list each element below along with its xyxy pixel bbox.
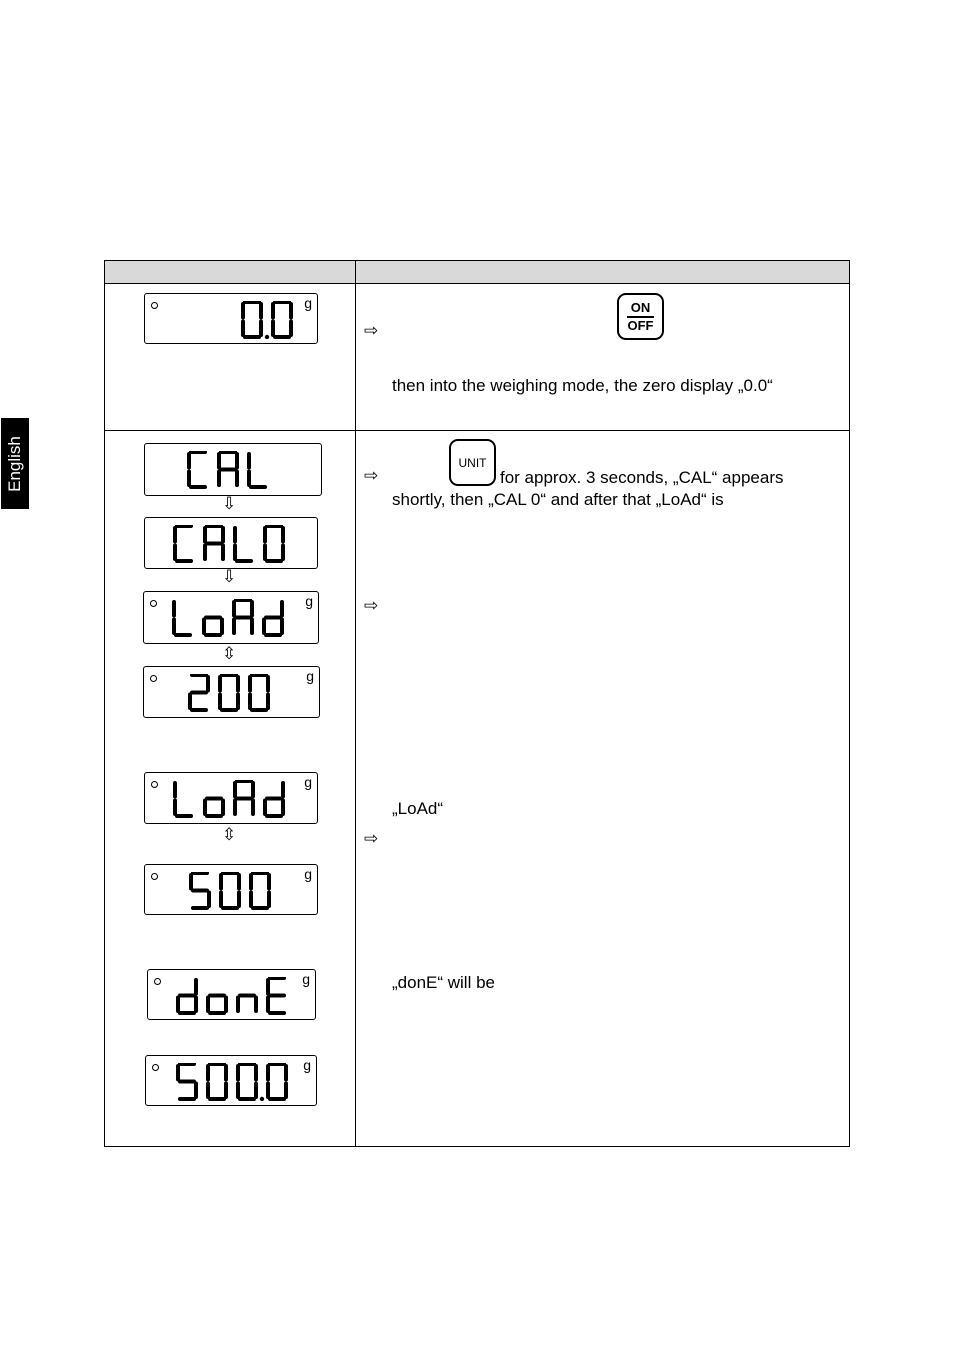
segment-digits: [187, 451, 279, 489]
language-tab: [1, 418, 29, 509]
on-label: ON: [630, 300, 651, 315]
segment-digits: [189, 872, 281, 910]
updown-arrow: ⇳: [222, 825, 237, 845]
display-load-2: [144, 772, 318, 824]
stability-indicator: [151, 781, 158, 788]
display-load: [143, 591, 319, 644]
instruction-bullet: ⇨: [364, 596, 379, 616]
down-arrow: ⇩: [222, 494, 237, 514]
display-cal: [144, 443, 322, 496]
instruction-text: then into the weighing mode, the zero display „0.0“: [392, 376, 773, 395]
segment-digits: [176, 1063, 300, 1101]
decimal-point: [265, 335, 269, 339]
stability-indicator: [150, 600, 157, 607]
instruction-bullet: ⇨: [364, 829, 379, 849]
display-unit: g: [304, 774, 312, 790]
display-unit: g: [303, 1057, 311, 1073]
display-unit: g: [306, 668, 314, 684]
display-200: [143, 666, 320, 718]
decimal-point: [260, 1097, 264, 1101]
display-unit: g: [304, 866, 312, 882]
instruction-bullet: ⇨: [364, 466, 379, 486]
display-500-0: [145, 1055, 317, 1106]
updown-arrow: ⇳: [222, 644, 237, 664]
display-zero: [144, 293, 318, 344]
display-unit: g: [302, 971, 310, 987]
instruction-text: for approx. 3 seconds, „CAL“ appears: [500, 468, 784, 487]
display-done: [147, 969, 316, 1020]
column-divider: [355, 261, 356, 1146]
table-header-row: [105, 261, 849, 284]
language-tab-label: English: [5, 435, 24, 492]
stability-indicator: [151, 302, 158, 309]
instruction-text: shortly, then „CAL 0“ and after that „LoAd“ is: [392, 490, 724, 509]
unit-key-icon: [449, 439, 496, 486]
instruction-bullet: ⇨: [364, 321, 379, 341]
instruction-text: „donE“ will be: [392, 973, 495, 992]
segment-digits: [173, 525, 295, 563]
segment-digits: [241, 301, 303, 339]
stability-indicator: [152, 1064, 159, 1071]
display-500: [144, 864, 318, 915]
stability-indicator: [151, 873, 158, 880]
segment-digits: [188, 674, 280, 712]
stability-indicator: [154, 978, 161, 985]
off-label: OFF: [627, 318, 654, 333]
row-divider: [105, 430, 849, 431]
instruction-text: „LoAd“: [392, 799, 444, 818]
down-arrow: ⇩: [222, 567, 237, 587]
segment-digits: [176, 977, 298, 1015]
unit-key-label: UNIT: [458, 456, 487, 470]
on-off-key-icon: [617, 293, 664, 340]
stability-indicator: [150, 675, 157, 682]
segment-digits: [173, 780, 295, 818]
display-cal0: [144, 517, 318, 569]
display-unit: g: [305, 593, 313, 609]
display-unit: g: [304, 295, 312, 311]
segment-digits: [172, 599, 294, 637]
